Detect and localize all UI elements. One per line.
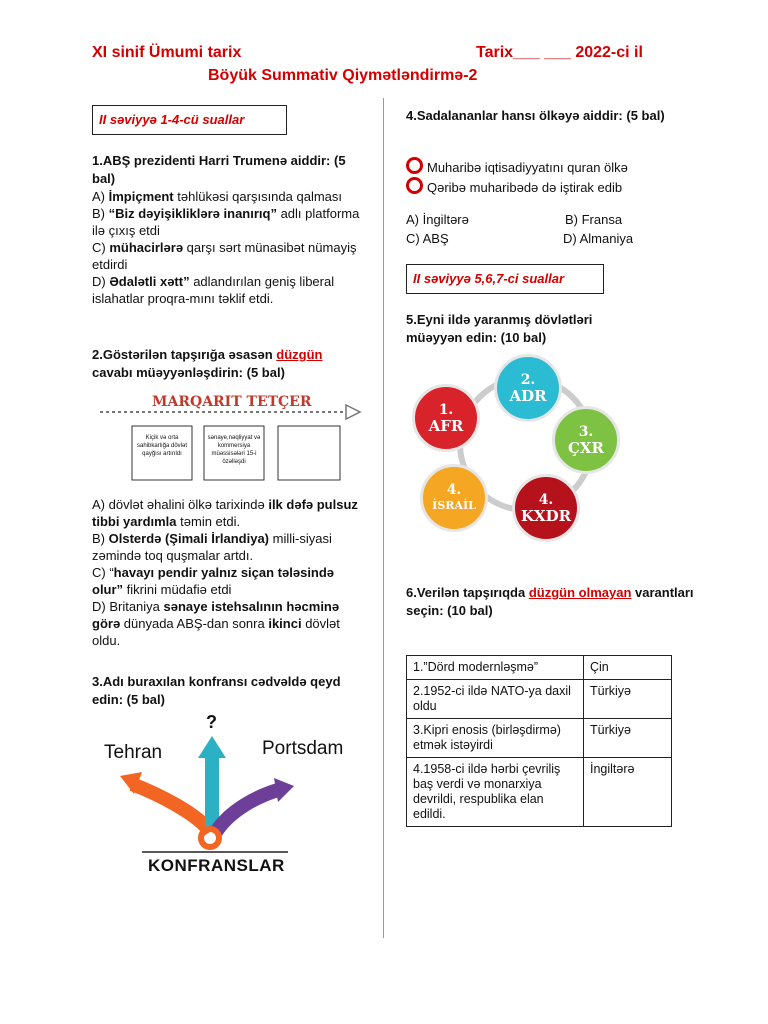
q1-option-a: A) İmpiçment təhlükəsi qarşısında qalması xyxy=(92,189,343,204)
table-row xyxy=(407,758,672,827)
question-2-options xyxy=(92,496,360,649)
q4-clue-1: Muharibə iqtisadiyyatını quran ölkə xyxy=(406,157,628,176)
table-cell-country: İngiltərə xyxy=(584,758,672,827)
q3-label-tehran: Tehran xyxy=(104,742,163,763)
circle-number: 3. xyxy=(578,424,594,440)
q4-title: 4.Sadalananlar hansı ölkəyə aiddir: (5 bal) xyxy=(406,108,665,123)
table-cell-statement: 2.1952-ci ildə NATO-ya daxil oldu xyxy=(407,680,584,719)
circle-badge xyxy=(512,474,580,542)
q3-question-mark: ? xyxy=(206,712,217,732)
table-cell-statement: 3.Kipri enosis (birləşdirmə) etmək istəyirdi xyxy=(407,719,584,758)
table-row xyxy=(407,719,672,758)
column-divider xyxy=(383,98,384,938)
circle-label: ADR xyxy=(509,387,547,405)
q1-option-c: C) mühacirlərə qarşı sərt münasibət nümayiş etdirdi xyxy=(92,240,357,272)
q1-option-d: D) Ədalətli xətt” adlandırılan geniş liberal islahatlar proqra-mını təklif etdi. xyxy=(92,274,335,306)
table-cell-country: Türkiyə xyxy=(584,719,672,758)
circle-icon xyxy=(406,157,423,174)
table-row xyxy=(407,656,672,680)
level-box-right: II səviyyə 5,6,7-ci suallar xyxy=(406,264,604,294)
circle-afr xyxy=(412,384,480,452)
q4-option-d: D) Almaniya xyxy=(563,231,634,246)
q5-title-line-2: müəyyən edin: (10 bal) xyxy=(406,330,547,345)
q3-conference-graphic xyxy=(98,714,348,880)
table-cell-country: Türkiyə xyxy=(584,680,672,719)
q4-option-a: A) İngiltərə xyxy=(406,212,469,227)
q2-timeline-graphic xyxy=(96,392,364,484)
circle-badge xyxy=(552,406,620,474)
question-1 xyxy=(92,152,360,307)
q3-label-portsdam: Portsdam xyxy=(262,738,344,759)
q4-clue-2: Qəribə muharibədə də iştirak edib xyxy=(406,177,622,196)
circle-badge xyxy=(412,384,480,452)
table-row xyxy=(407,680,672,719)
q2-title: 2.Göstərilən tapşırığa əsasən düzgün cavabı müəyyənləşdirin: (5 bal) xyxy=(92,347,323,380)
q3-title: 3.Adı buraxılan konfransı cədvəldə qeyd edin: (5 bal) xyxy=(92,674,341,707)
q1-option-b: B) “Biz dəyişikliklərə inanırıq” adlı platforma ilə çıxış etdi xyxy=(92,206,360,238)
circle-number: 1. xyxy=(438,402,454,418)
q2-option-b: B) Olsterdə (Şimali İrlandiya) milli-siyasi zəmində toq quşmalar artdı. xyxy=(92,531,332,563)
q2-banner: MARQARIT TETÇER xyxy=(152,394,312,410)
circle-icon xyxy=(406,177,423,194)
q2-option-d: D) Britaniya sənaye istehsalının həcminə görə dünyada ABŞ-dan sonra ikinci dövlət oldu. xyxy=(92,599,340,648)
q4-option-c: C) ABŞ xyxy=(406,231,449,246)
q3-label-konfranslar: KONFRANSLAR xyxy=(148,856,285,875)
q6-title: 6.Verilən tapşırıqda düzgün olmayan varantları seçin: (10 bal) xyxy=(406,585,694,618)
q5-title-line-1: 5.Eyni ildə yaranmış dövlətləri xyxy=(406,312,593,327)
table-cell-statement: 4.1958-ci ildə hərbi çevriliş baş verdi və monarxiya devrildi, respublika elan edildi. xyxy=(407,758,584,827)
arrow-right xyxy=(216,790,278,832)
q2-option-a: A) dövlət əhalini ölkə tarixində ilk dəfə pulsuz tibbi yardımla təmin etdi. xyxy=(92,497,358,529)
circle-label: AFR xyxy=(428,417,464,435)
circle-badge xyxy=(420,464,488,532)
table-cell-statement: 1.”Dörd modernləşmə” xyxy=(407,656,584,680)
header-subtitle: Böyük Summativ Qiymətləndirmə-2 xyxy=(208,67,478,84)
header-date: Tarix___ ___ 2022-ci il xyxy=(476,44,643,61)
circle-label: İSRAİL xyxy=(432,499,476,512)
circle-cxr xyxy=(552,406,620,474)
q2-card-2: sənaye,nəqliyyat və kommersiya müəssisələri 15-i özəlləşdi xyxy=(207,435,261,465)
circle-number: 2. xyxy=(520,372,536,388)
circle-number: 4. xyxy=(538,492,554,508)
circle-label: KXDR xyxy=(520,507,572,525)
table-cell-country: Çin xyxy=(584,656,672,680)
q2-card-1: Kiçik və orta sahibkarlığa dövlət qayğısı artırıldı xyxy=(136,435,188,457)
q5-circle-diagram xyxy=(406,354,646,534)
q4-option-b: B) Fransa xyxy=(565,212,623,227)
q6-table xyxy=(406,655,672,827)
q2-option-c: C) “havayı pendir yalnız siçan tələsində olur” fikrini müdafiə etdi xyxy=(92,565,335,597)
circle-kxdr xyxy=(512,474,580,542)
circle-label: ÇXR xyxy=(567,439,605,457)
q1-title: 1.ABŞ prezidenti Harri Trumenə aiddir: (5 bal) xyxy=(92,153,346,186)
circle-israil xyxy=(420,464,488,532)
arrow-left xyxy=(132,784,210,832)
circle-number: 4. xyxy=(446,482,462,498)
level-box-left: II səviyyə 1-4-cü suallar xyxy=(92,105,287,135)
header-left-title: XI sinif Ümumi tarix xyxy=(92,44,242,61)
